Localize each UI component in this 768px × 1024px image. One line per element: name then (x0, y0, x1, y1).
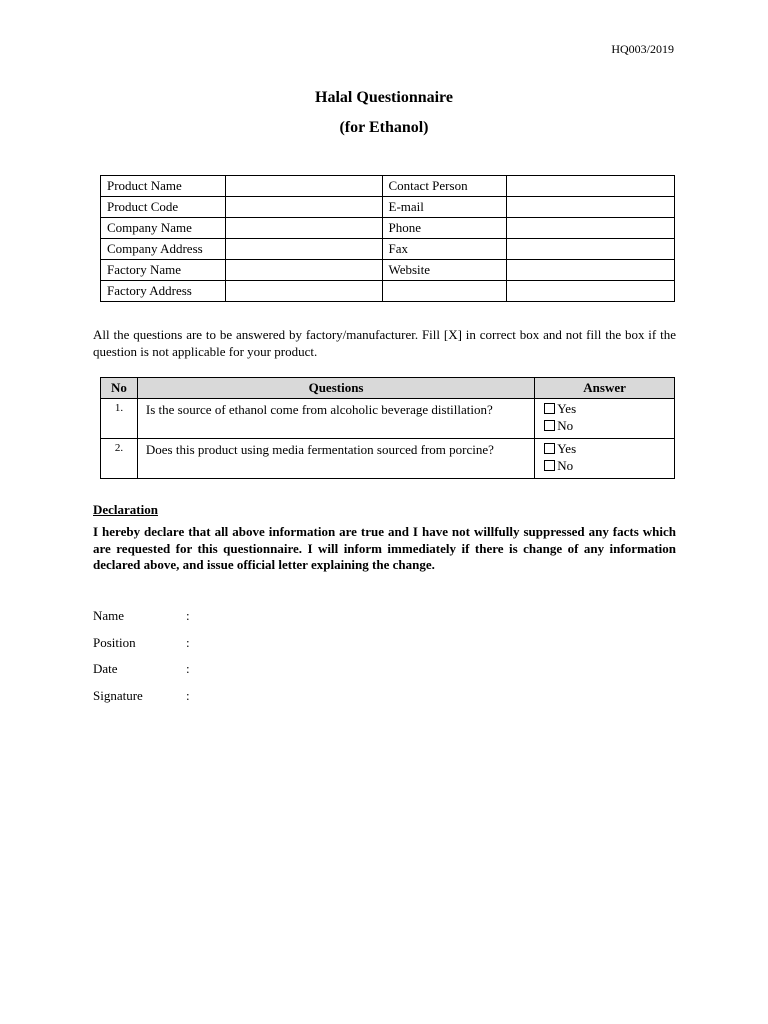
position-label: Position (93, 635, 136, 650)
header-answer: Answer (535, 378, 675, 399)
field-label: Contact Person (382, 176, 507, 197)
phone-field[interactable] (507, 218, 675, 239)
product-name-field[interactable] (225, 176, 382, 197)
position-row (93, 635, 190, 651)
checkbox-icon[interactable] (544, 403, 555, 414)
signature-row (93, 688, 190, 704)
name-label: Name (93, 608, 125, 623)
yes-option[interactable] (544, 440, 668, 457)
fax-field[interactable] (507, 239, 675, 260)
field-label: Product Name (101, 176, 226, 197)
table-row (101, 281, 675, 302)
colon-separator: : (186, 608, 190, 623)
date-label: Date (93, 661, 118, 676)
table-row (101, 176, 675, 197)
colon-separator: : (186, 661, 190, 676)
declaration-heading: Declaration (93, 502, 158, 517)
field-label: E-mail (382, 197, 507, 218)
field-label: Factory Name (101, 260, 226, 281)
checkbox-icon[interactable] (544, 420, 555, 431)
company-address-field[interactable] (225, 239, 382, 260)
factory-name-field[interactable] (225, 260, 382, 281)
page-subtitle: (for Ethanol) (339, 119, 429, 136)
field-label: Company Name (101, 218, 226, 239)
website-field[interactable] (507, 260, 675, 281)
empty-cell (382, 281, 507, 302)
table-row (101, 439, 675, 479)
date-row (93, 661, 190, 677)
colon-separator: : (186, 688, 190, 703)
company-info-table (100, 175, 675, 302)
field-label: Company Address (101, 239, 226, 260)
table-row (101, 218, 675, 239)
empty-cell (507, 281, 675, 302)
signature-label: Signature (93, 688, 143, 703)
factory-address-field[interactable] (225, 281, 382, 302)
checkbox-icon[interactable] (544, 460, 555, 471)
colon-separator: : (186, 635, 190, 650)
email-field[interactable] (507, 197, 675, 218)
no-label: No (557, 418, 574, 433)
no-option[interactable] (544, 457, 668, 474)
answer-cell (535, 399, 675, 439)
checkbox-icon[interactable] (544, 443, 555, 454)
question-text: Does this product using media fermentation sourced from porcine? (137, 439, 534, 479)
instructions-text: All the questions are to be answered by factory/manufacturer. Fill [X] in correct box and not fill the box if the question is not applicable for your product. (93, 327, 676, 359)
name-row (93, 608, 190, 624)
table-header-row (101, 378, 675, 399)
table-row (101, 197, 675, 218)
product-code-field[interactable] (225, 197, 382, 218)
field-label: Phone (382, 218, 507, 239)
company-name-field[interactable] (225, 218, 382, 239)
contact-person-field[interactable] (507, 176, 675, 197)
yes-label: Yes (557, 441, 577, 456)
page-title: Halal Questionnaire (315, 89, 453, 106)
field-label: Product Code (101, 197, 226, 218)
field-label: Website (382, 260, 507, 281)
field-label: Fax (382, 239, 507, 260)
questions-table (100, 377, 675, 479)
header-no: No (101, 378, 138, 399)
table-row (101, 260, 675, 281)
document-code: HQ003/2019 (611, 42, 674, 56)
yes-label: Yes (557, 401, 577, 416)
field-label: Factory Address (101, 281, 226, 302)
table-row (101, 239, 675, 260)
declaration-text: I hereby declare that all above information are true and I have not willfully suppressed any facts which are requested for this questionnaire. I will inform immediately if there is change of any information declared above, and issue official letter explaining the change. (93, 524, 676, 572)
question-text: Is the source of ethanol come from alcoholic beverage distillation? (137, 399, 534, 439)
answer-cell (535, 439, 675, 479)
header-questions: Questions (137, 378, 534, 399)
table-row (101, 399, 675, 439)
no-option[interactable] (544, 417, 668, 434)
yes-option[interactable] (544, 400, 668, 417)
question-number: 2. (101, 439, 138, 479)
no-label: No (557, 458, 574, 473)
question-number: 1. (101, 399, 138, 439)
